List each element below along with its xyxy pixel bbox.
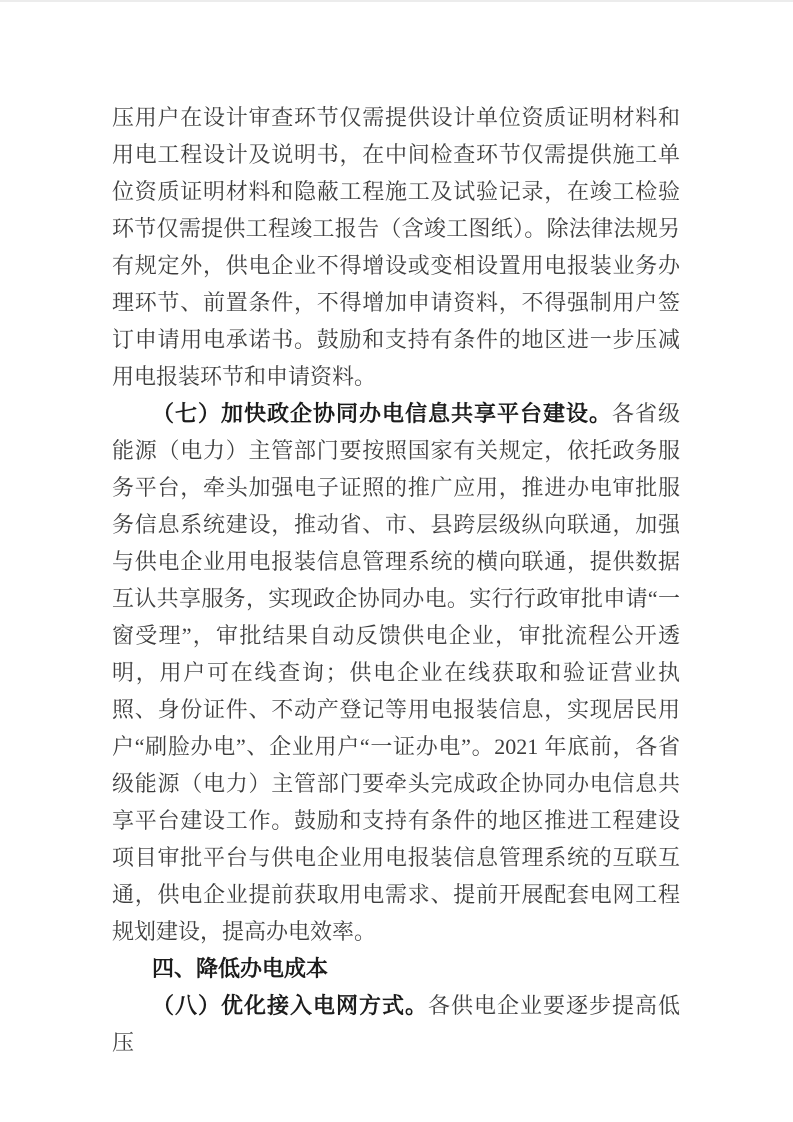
item-eight-heading: （八）优化接入电网方式。: [152, 993, 428, 1018]
section-heading-four: [112, 950, 680, 987]
body-text-run: 各省级能源（电力）主管部门要按照国家有关规定，依托政务服务平台，牵头加强电子证照的推广应用，推进办电审批服务信息系统建设，推动省、市、县跨层级纵向联通，加强与供电企业用电报装信息管理系统的横向联通，提供数据互认共享服务，实现政企协同办电。实行行政审批申请“一窗受理”，审批结果自动反馈供电企业，审批流程公开透明，用户可在线查询；供电企业在线获取和验证营业执照、身份证件、不动产登记等用电报装信息，实现居民用户“刷脸办电”、企业用户“一证办电”。2021 年底前，各省级能源（电力）主管部门要牵头完成政企协同办电信息共享平台建设工作。鼓励和支持有条件的地区推进工程建设项目审批平台与供电企业用电报装信息管理系统的互联互通，供电企业提前获取用电需求、提前开展配套电网工程规划建设，提高办电效率。: [112, 401, 680, 944]
item-seven-heading: （七）加快政企协同办电信息共享平台建设。: [152, 401, 612, 426]
body-text-run: 各供电企业要逐步提高低压: [112, 993, 680, 1055]
paragraph-continuation: [112, 99, 680, 395]
paragraph-item-seven: [112, 395, 680, 950]
section-heading-text: 四、降低办电成本: [152, 956, 329, 981]
paragraph-item-eight: [112, 987, 680, 1061]
body-text-run: 压用户在设计审查环节仅需提供设计单位资质证明材料和用电工程设计及说明书，在中间检查环节仅需提供施工单位资质证明材料和隐蔽工程施工及试验记录，在竣工检验环节仅需提供工程竣工报告（含竣工图纸）。除法律法规另有规定外，供电企业不得增设或变相设置用电报装业务办理环节、前置条件，不得增加申请资料，不得强制用户签订申请用电承诺书。鼓励和支持有条件的地区进一步压减用电报装环节和申请资料。: [112, 105, 680, 389]
document-body: [0, 2, 793, 1061]
